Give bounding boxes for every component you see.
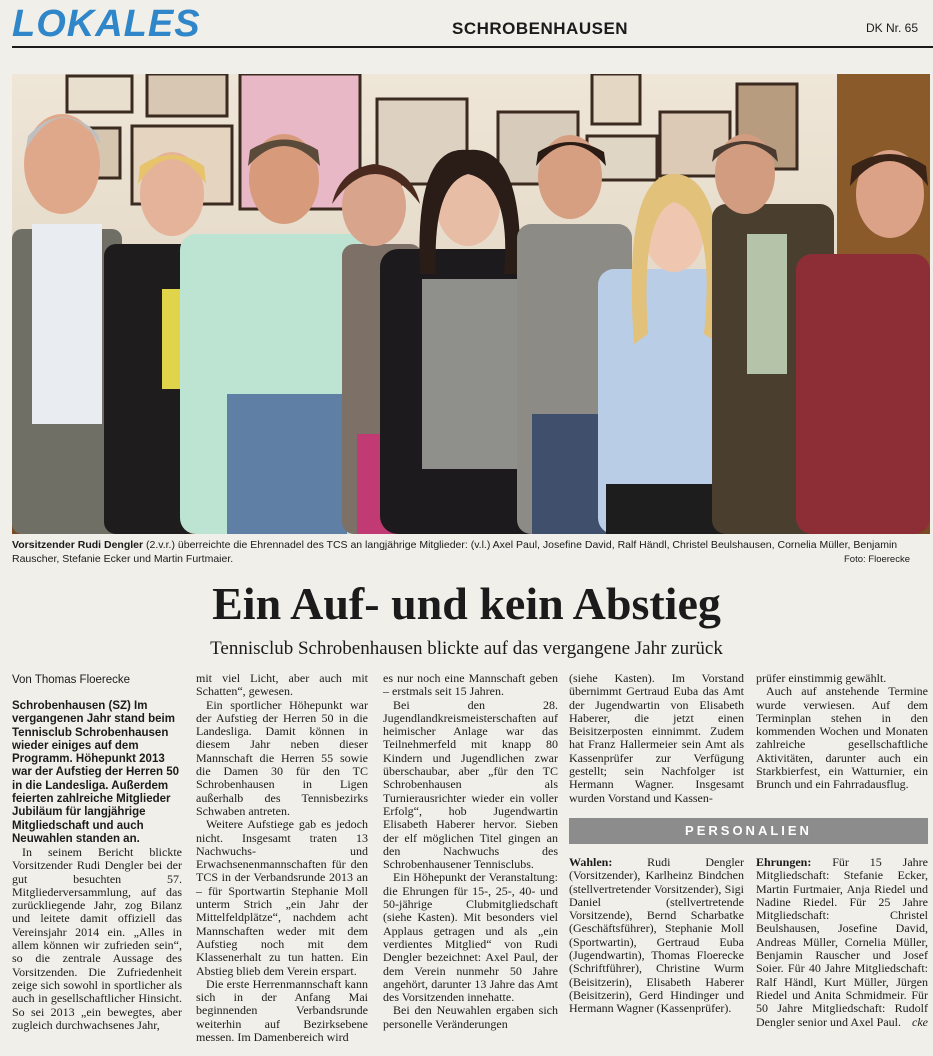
photo-caption: [12, 538, 930, 566]
paragraph: Auch auf anstehende Termine wurde verwiesen. Auf dem Terminplan stehen in den kommenden Wochen und Monaten zahlreiche gesellschaftliche Aktivitäten, darunter auch ein Starkbierfest, ein Watturnier, ein Brunch und ein Fahrradausflug.: [756, 684, 928, 792]
group-photo-illustration: [12, 74, 930, 534]
ehrungen-text: Für 15 Jahre Mitgliedschaft: Stefanie Ecker, Martin Furtmaier, Anja Riedel und Nadine Riedel. Für 25 Jahre Mitgliedschaft: Christel Beulshausen, Josefine David, Andreas Müller, Cornelia Müller, Benjamin Rauscher und Josef Soier. Für 40 Jahre Mitgliedschaft: Ralf Händl, Kurt Müller, Jürgen Riedel und Anita Schmidmeir. Für 50 Jahre Mitgliedschaft: Rudolf Dengler senior und Axel Paul.: [756, 855, 928, 1029]
article-headline: Ein Auf- und kein Abstieg: [212, 578, 721, 629]
paragraph: Die erste Herrenmannschaft kann sich in der Anfang Mai beginnenden Verbandsrunde weiterhin auf Bezirksebene messen. Im Damenbereich wird: [196, 976, 368, 1045]
paragraph: In seinem Bericht blickte Vorsitzender Rudi Dengler bei der gut besuchten 57. Mitgliederversammlung, auf das zurückliegende Jahr, zog Bilanz und leitete damit offiziell das Vereinsjahr 2014 ein. „Alles in allem können wir zufrieden sein“, so die zentrale Aussage des Vorsitzenden. Die Zufriedenheit zeige sich sowohl in sportlicher als auch in gesellschaftlicher Hinsicht. So sei 2013 „ein bewegtes, aber zugleich durchwachsenes Jahr,: [12, 845, 182, 1032]
article-column-4: [569, 672, 744, 805]
article-column-1: [12, 846, 182, 1032]
paragraph: Ein sportlicher Höhepunkt war der Aufstieg der Herren 50 in die Landesliga. Damit können in diesem Jahr neben dieser Mannschaft die Herren 55 sowie die Damen 30 für den TC Schrobenhausen in Ligen außerhalb des Tennisbezirks Schwaben antreten.: [196, 697, 368, 818]
personalien-wahlen: [569, 856, 744, 1016]
article-column-5: [756, 672, 928, 792]
article-column-3: [383, 672, 558, 1031]
paragraph: es nur noch eine Mannschaft geben – erstmals seit 15 Jahren.: [383, 671, 558, 699]
caption-lead: Vorsitzender Rudi Dengler: [12, 539, 144, 551]
paragraph: prüfer einstimmig gewählt.: [756, 671, 887, 685]
author-signature: cke: [912, 1014, 928, 1029]
section-logo: LOKALES: [12, 3, 201, 45]
personalien-heading: PERSONALIEN: [569, 818, 928, 844]
wahlen-label: Wahlen:: [569, 855, 613, 869]
group-photo: [12, 74, 930, 534]
article-column-2: [196, 672, 368, 1044]
photo-credit: Foto: Floerecke: [844, 554, 910, 565]
personalien-ehrungen: [756, 856, 928, 1029]
paragraph: mit viel Licht, aber auch mit Schatten“, gewesen.: [196, 671, 368, 699]
article-subheadline: Tennisclub Schrobenhausen blickte auf das vergangene Jahr zurück: [210, 638, 723, 659]
issue-number: DK Nr. 65: [866, 21, 919, 35]
locality-heading: SCHROBENHAUSEN: [452, 19, 629, 38]
author-byline: Von Thomas Floerecke: [12, 674, 131, 686]
paragraph: Weitere Aufstiege gab es jedoch nicht. Insgesamt traten 13 Nachwuchs- und Erwachsenenmannschaften für den TCS in der Verbandsrunde 2013 an – für Sportwartin Stephanie Moll unterm Strich „ein Jahr der Mittelfeldplätze“, nachdem acht Mannschaften weder mit dem Aufstieg noch mit dem Klassenerhalt zu tun hatten. Ein Abstieg blieb dem Verein erspart.: [196, 817, 368, 978]
paragraph: (siehe Kasten). Im Vorstand übernimmt Gertraud Euba das Amt der Jugendwartin von Elisabeth Haberer, die jetzt einen Beisitzerposten einnimmt. Zudem hat Franz Hallermeier sein Amt als Kassenprüfer zur Verfügung gestellt; sein Nachfolger ist Hermann Wagner. Insgesamt wurden Vorstand und Kassen-: [569, 671, 744, 805]
paragraph: Bei den 28. Jugendlandkreismeisterschaften auf heimischer Anlage war das Teilnehmerfeld mit knapp 80 Kindern und Jugendlichen zwar überschaubar, aber „für den TC Schrobenhausen als Turnierausrichter wieder ein voller Erfolg“, hob Jugendwartin Elisabeth Haberer hervor. Sieben der elf möglichen Titel gingen an den Nachwuchs des Schrobenhausener Tennisclubs.: [383, 697, 558, 872]
caption-text: (2.v.r.) überreichte die Ehrennadel des TCS an langjährige Mitglieder: (v.l.) Axel Paul, Josefine David, Ralf Händl, Christel Beulshausen, Cornelia Müller, Benjamin Rauscher, Stefanie Ecker und Martin Furtmaier.: [12, 539, 898, 565]
paragraph: Bei den Neuwahlen ergaben sich personelle Veränderungen: [383, 1003, 558, 1031]
ehrungen-label: Ehrungen:: [756, 855, 812, 869]
wahlen-text: Rudi Dengler (Vorsitzender), Karlheinz Bindchen (stellvertretender Vorsitzender), Sigi Daniel (stellvertretende Vorsitzende), Bernd Scharbatke (Geschäftsführer), Stephanie Moll (Sportwartin), Gertraud Euba (Jugendwartin), Thomas Floerecke (Schriftführer), Christine Wurm (Beisitzerin), Elisabeth Haberer (Beisitzerin), Gerd Hindinger und Hermann Wagner (Kassenprüfer).: [569, 855, 744, 1016]
article-lead: Schrobenhausen (SZ) Im vergangenen Jahr stand beim Tennisclub Schrobenhausen wieder einiges auf dem Programm. Höhepunkt 2013 war der Aufstieg der Herren 50 in die Landesliga. Außerdem feierten zahlreiche Mitglieder Jubiläum für langjährige Mitgliedschaft und auch Neuwahlen standen an.: [12, 700, 180, 845]
header-rule: [12, 46, 933, 48]
paragraph: Ein Höhepunkt der Veranstaltung: die Ehrungen für 15-, 25-, 40- und 50-jährige Clubmitgliedschaft (siehe Kasten). Mit besonders viel Applaus getragen und als „ein verdientes Mitglied“ von Rudi Dengler bezeichnet: Axel Paul, der dem Verein nunmehr 50 Jahre angehört, darunter 13 Jahre das Amt des Vorsitzenden innehatte.: [383, 870, 558, 1005]
